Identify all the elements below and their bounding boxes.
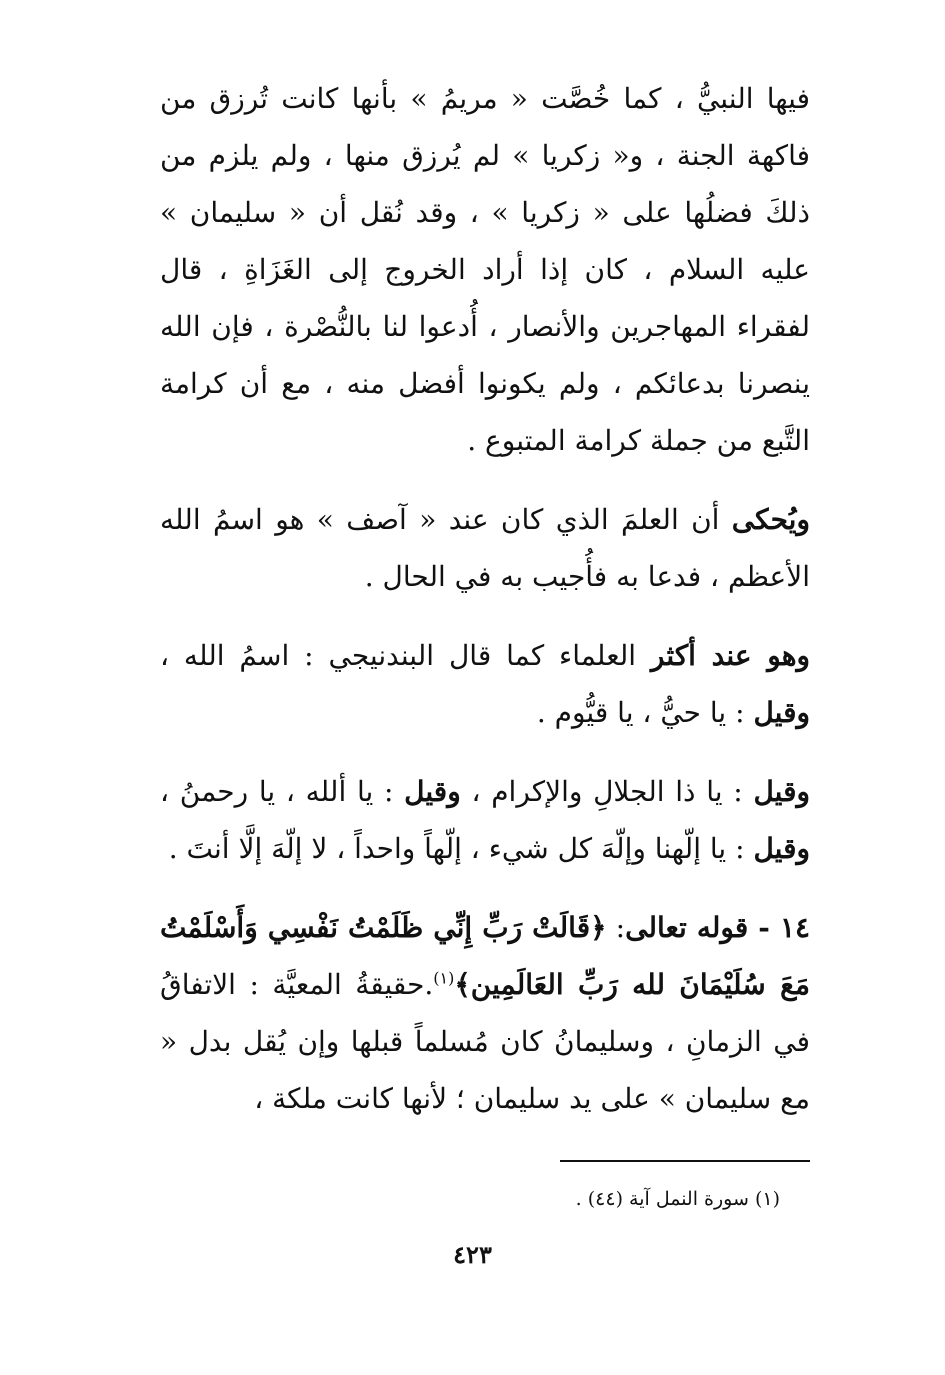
- paragraph-4-qil-2: وقيل: [404, 775, 461, 808]
- paragraph-4-text-c: : يا إلّهنا وإلّهَ كل شيء ، إلّهاً واحداً ، لا إلّهَ إلَّا أنتَ .: [168, 832, 754, 865]
- paragraph-3-qil: وقيل: [753, 696, 810, 729]
- paragraph-4-text-a: : يا ذا الجلالِ والإكرام ،: [460, 775, 754, 808]
- paragraph-4-text-b: : يا ألله ، يا رحمنُ ،: [160, 775, 405, 808]
- paragraph-4-qil-3: وقيل: [753, 832, 810, 865]
- paragraph-4-qil-1: وقيل: [753, 775, 810, 808]
- paragraph-3-lead: وهو عند أكثر: [650, 639, 811, 672]
- paragraph-5-text: .حقيقةُ المعيَّة : الاتفاقُ في الزمانِ ، وسليمانُ كان مُسلماً قبلها وإن يُقل بدل « مع سليمان » على يد سليمان ؛ لأنها كانت ملكة ،: [160, 968, 810, 1115]
- paragraph-2-lead: ويُحكى: [731, 503, 810, 536]
- heading-colon: :: [606, 911, 626, 944]
- footnote: (١) سورة النمل آية (٤٤) .: [575, 1188, 780, 1210]
- page-body: [160, 70, 810, 1149]
- paragraph-2: [160, 491, 810, 605]
- paragraph-1: [160, 70, 810, 469]
- footnote-divider: [560, 1160, 810, 1162]
- page-number: ٤٢٣: [453, 1240, 492, 1269]
- section-heading: قوله تعالى: [625, 911, 749, 944]
- footnote-reference[interactable]: (١): [433, 968, 455, 988]
- paragraph-3-end: : يا حيُّ ، يا قيُّوم .: [536, 696, 754, 729]
- paragraph-1-text: فيها النبيُّ ، كما خُصَّت « مريمُ » بأنها كانت تُرزق من فاكهة الجنة ، و« زكريا » لم يُرزق منها ، ولم يلزم من ذلكَ فضلُها على « زكريا » ، وقد نُقل أن « سليمان » عليه السلام ، كان إذا أراد الخروج إلى الغَزَاةِ ، قال لفقراء المهاجرين والأنصار ، أُدعوا لنا بالنُّصْرة ، فإن الله ينصرنا بدعائكم ، ولم يكونوا أفضل منه ، مع أن كرامة التَّبع من جملة كرامة المتبوع .: [160, 82, 810, 457]
- quran-verse: ﴿قَالَتْ رَبِّ إِنِّي ظَلَمْتُ نَفْسِي وَأَسْلَمْتُ مَعَ سُلَيْمَانَ لله رَبِّ العَالَمِين﴾: [160, 911, 810, 1001]
- section-number: ١٤ -: [748, 911, 811, 944]
- paragraph-5: [160, 899, 810, 1127]
- paragraph-3: [160, 627, 810, 741]
- paragraph-2-text: أن العلمَ الذي كان عند « آصف » هو اسمُ الله الأعظم ، فدعا به فأُجيب به في الحال .: [160, 503, 810, 593]
- paragraph-4: [160, 763, 810, 877]
- paragraph-3-text: العلماء كما قال البندنيجي : اسمُ الله ،: [160, 639, 651, 672]
